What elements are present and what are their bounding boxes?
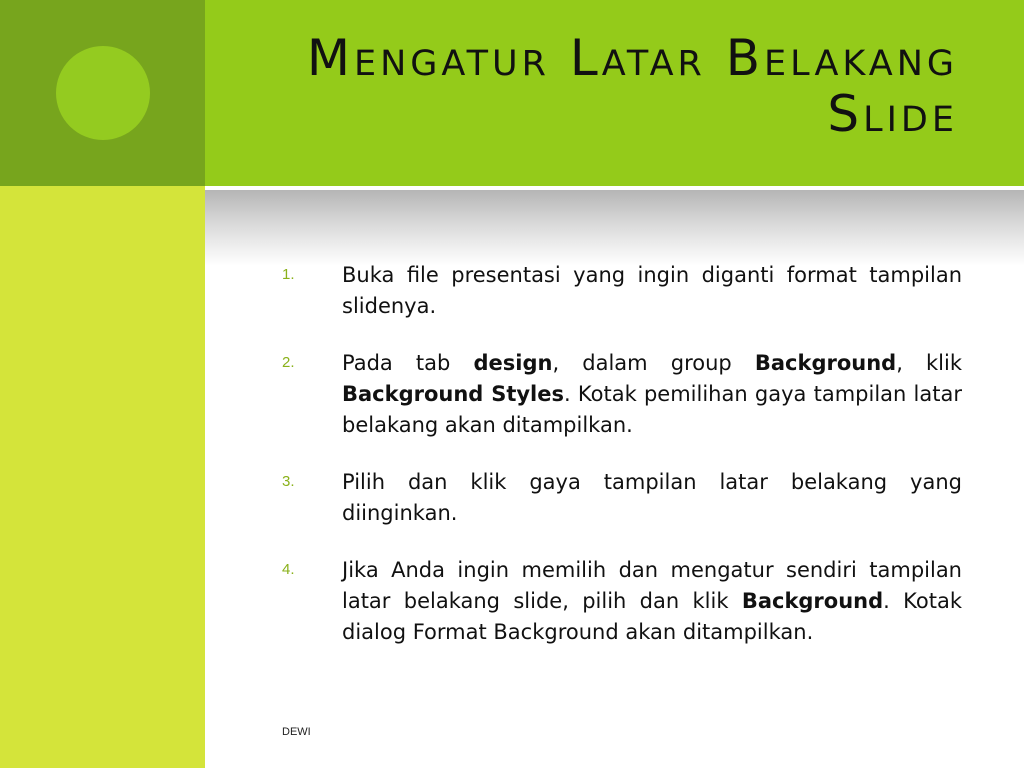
list-item-text — [342, 555, 962, 648]
text-run: Jika Anda ingin memilih dan mengatur sendiri tampilan latar belakang slide, pilih dan klik — [342, 558, 962, 613]
list-item — [282, 555, 962, 648]
text-run: , dalam group — [552, 351, 755, 375]
list-item — [282, 260, 962, 322]
list-item-number: 4. — [282, 561, 295, 578]
list-item-text — [342, 260, 962, 322]
text-run: Buka file presentasi yang ingin diganti format tampilan slidenya. — [342, 263, 962, 318]
list-item-text — [342, 467, 962, 529]
bold-term: Background — [754, 351, 897, 375]
decorative-circle-icon — [56, 46, 150, 140]
list-item — [282, 467, 962, 529]
slide-title-line-1: Mengatur Latar Belakang — [306, 29, 958, 87]
bold-term: Background Styles — [342, 382, 564, 406]
corner-block — [0, 0, 205, 186]
shadow-band — [205, 190, 1024, 266]
text-run: Pilih dan klik gaya tampilan latar belakang yang diinginkan. — [342, 470, 962, 525]
footer-text: DEWI — [282, 726, 311, 738]
text-run: . Kotak pemilihan gaya tampilan latar belakang akan ditampilkan. — [342, 382, 962, 437]
slide-title — [238, 30, 958, 142]
list-item-number: 2. — [282, 354, 295, 371]
list-item-text — [342, 348, 962, 441]
text-run: , klik — [896, 351, 962, 375]
list-item — [282, 348, 962, 441]
bold-term: design — [473, 351, 553, 375]
text-run: Pada tab — [342, 351, 474, 375]
list-item-number: 3. — [282, 473, 295, 490]
list-item-number: 1. — [282, 266, 295, 283]
numbered-list — [282, 260, 962, 674]
text-run: . Kotak dialog Format Background akan ditampilkan. — [342, 589, 962, 644]
slide-title-line-2: Slide — [827, 85, 958, 143]
bold-term: Background — [741, 589, 884, 613]
left-accent-column — [0, 186, 205, 768]
